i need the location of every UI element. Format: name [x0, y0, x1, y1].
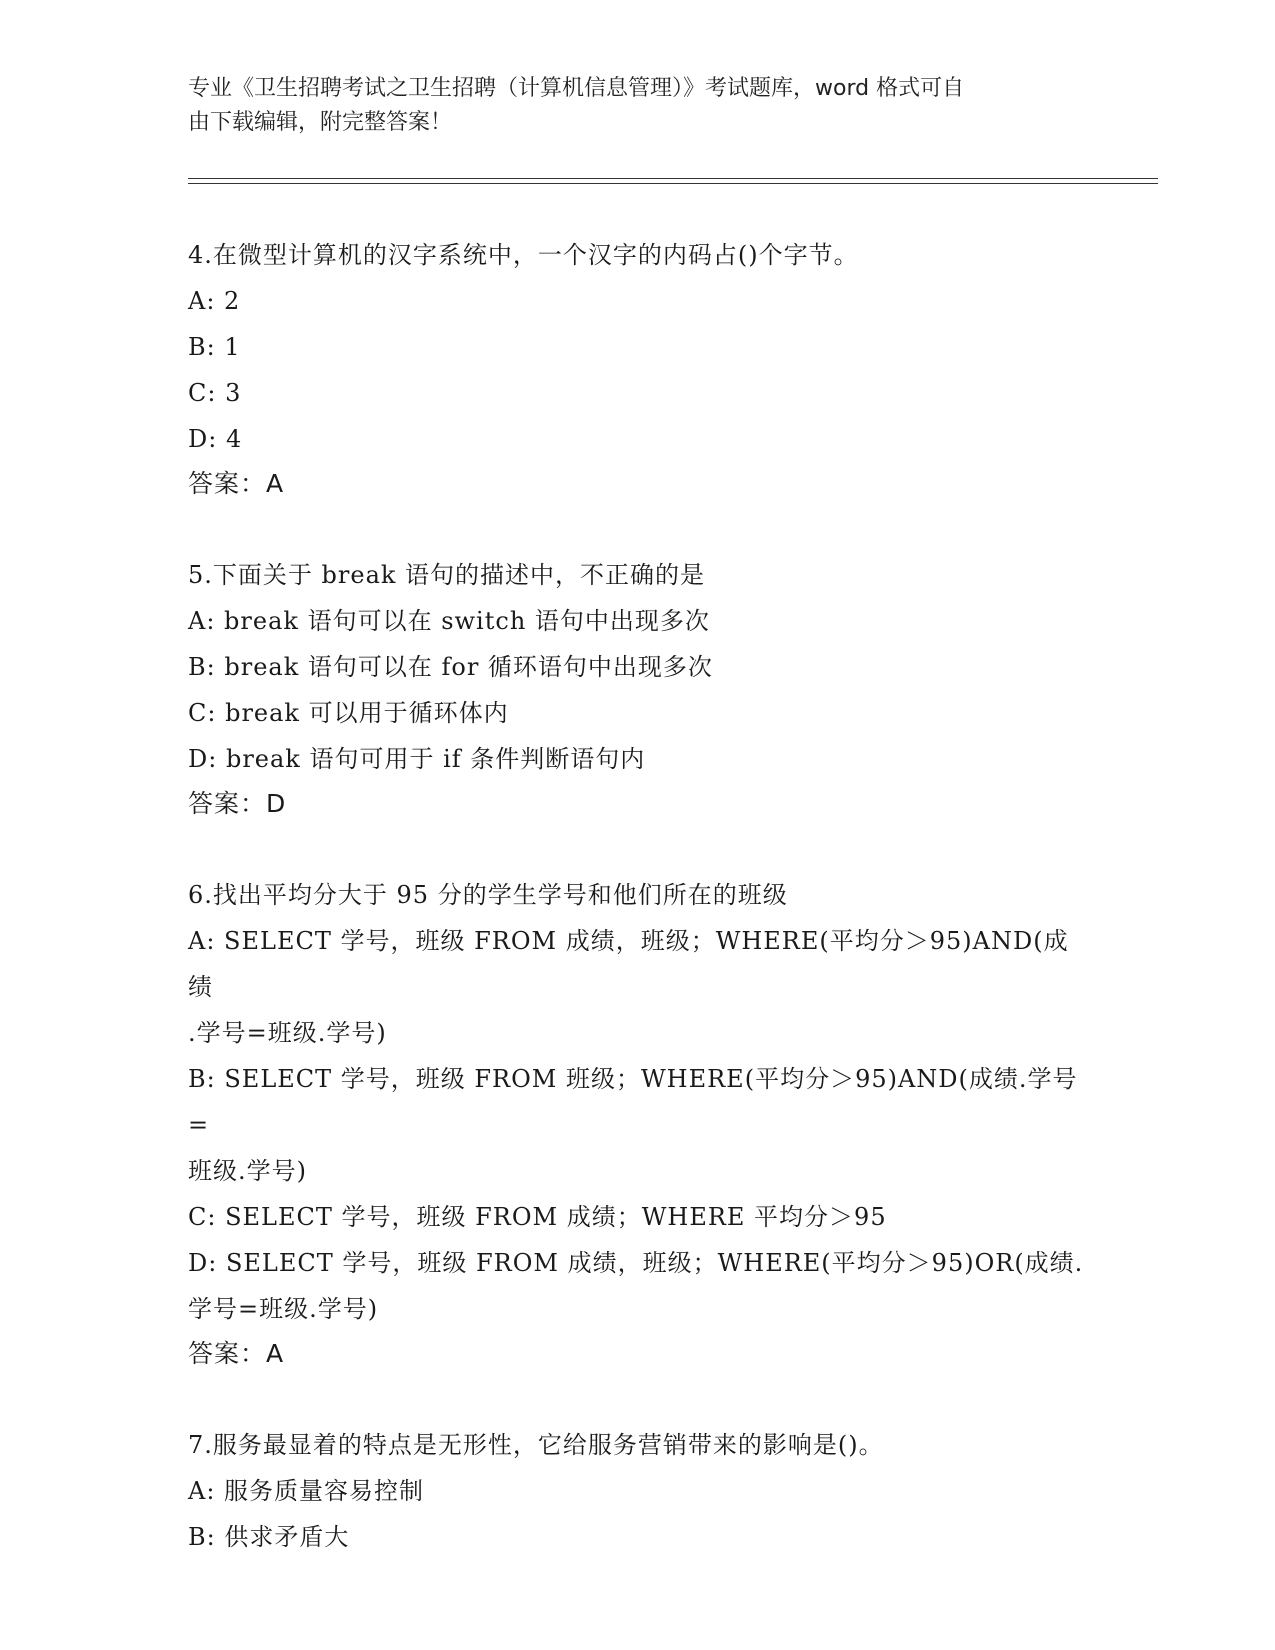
header-divider-top — [188, 178, 1158, 179]
question-5 — [188, 552, 1088, 826]
option-d: D: SELECT 学号，班级 FROM 成绩，班级；WHERE(平均分＞95)OR(成绩. — [188, 1249, 1084, 1277]
question-stem: 5.下面关于 break 语句的描述中，不正确的是 — [188, 561, 706, 589]
option-c: C: break 可以用于循环体内 — [188, 699, 509, 727]
option-b: B: 供求矛盾大 — [188, 1523, 350, 1551]
question-stem: 7.服务最显着的特点是无形性，它给服务营销带来的影响是()。 — [188, 1431, 884, 1459]
option-b-continued: 班级.学号) — [188, 1157, 307, 1185]
answer-line: 答案：A — [188, 1339, 285, 1368]
header-line-2: 由下载编辑，附完整答案！ — [188, 110, 453, 135]
option-a: A: SELECT 学号，班级 FROM 成绩，班级；WHERE(平均分＞95)AND(成绩 — [188, 927, 1069, 1001]
question-7 — [188, 1422, 1088, 1560]
question-6 — [188, 872, 1088, 1376]
option-a: A: 服务质量容易控制 — [188, 1477, 425, 1505]
option-a-continued: .学号=班级.学号) — [188, 1019, 387, 1047]
answer-line: 答案：D — [188, 789, 287, 818]
option-d: D: break 语句可用于 if 条件判断语句内 — [188, 745, 646, 773]
option-c: C: 3 — [188, 379, 242, 407]
question-4 — [188, 232, 1088, 506]
document-header — [188, 72, 1088, 140]
header-line-1: 专业《卫生招聘考试之卫生招聘（计算机信息管理）》考试题库，word 格式可自 — [188, 76, 965, 101]
question-stem: 4.在微型计算机的汉字系统中，一个汉字的内码占()个字节。 — [188, 241, 859, 269]
option-d-continued: 学号=班级.学号) — [188, 1295, 379, 1323]
question-list — [188, 232, 1088, 1606]
option-b: B: break 语句可以在 for 循环语句中出现多次 — [188, 653, 713, 681]
option-d: D: 4 — [188, 425, 243, 453]
question-stem: 6.找出平均分大于 95 分的学生学号和他们所在的班级 — [188, 881, 788, 909]
header-divider-bottom — [188, 183, 1158, 184]
option-a: A: 2 — [188, 287, 241, 315]
option-b: B: 1 — [188, 333, 241, 361]
answer-line: 答案：A — [188, 469, 285, 498]
option-b: B: SELECT 学号，班级 FROM 班级；WHERE(平均分＞95)AND(成绩.学号= — [188, 1065, 1078, 1139]
option-c: C: SELECT 学号，班级 FROM 成绩；WHERE 平均分＞95 — [188, 1203, 887, 1231]
option-a: A: break 语句可以在 switch 语句中出现多次 — [188, 607, 710, 635]
